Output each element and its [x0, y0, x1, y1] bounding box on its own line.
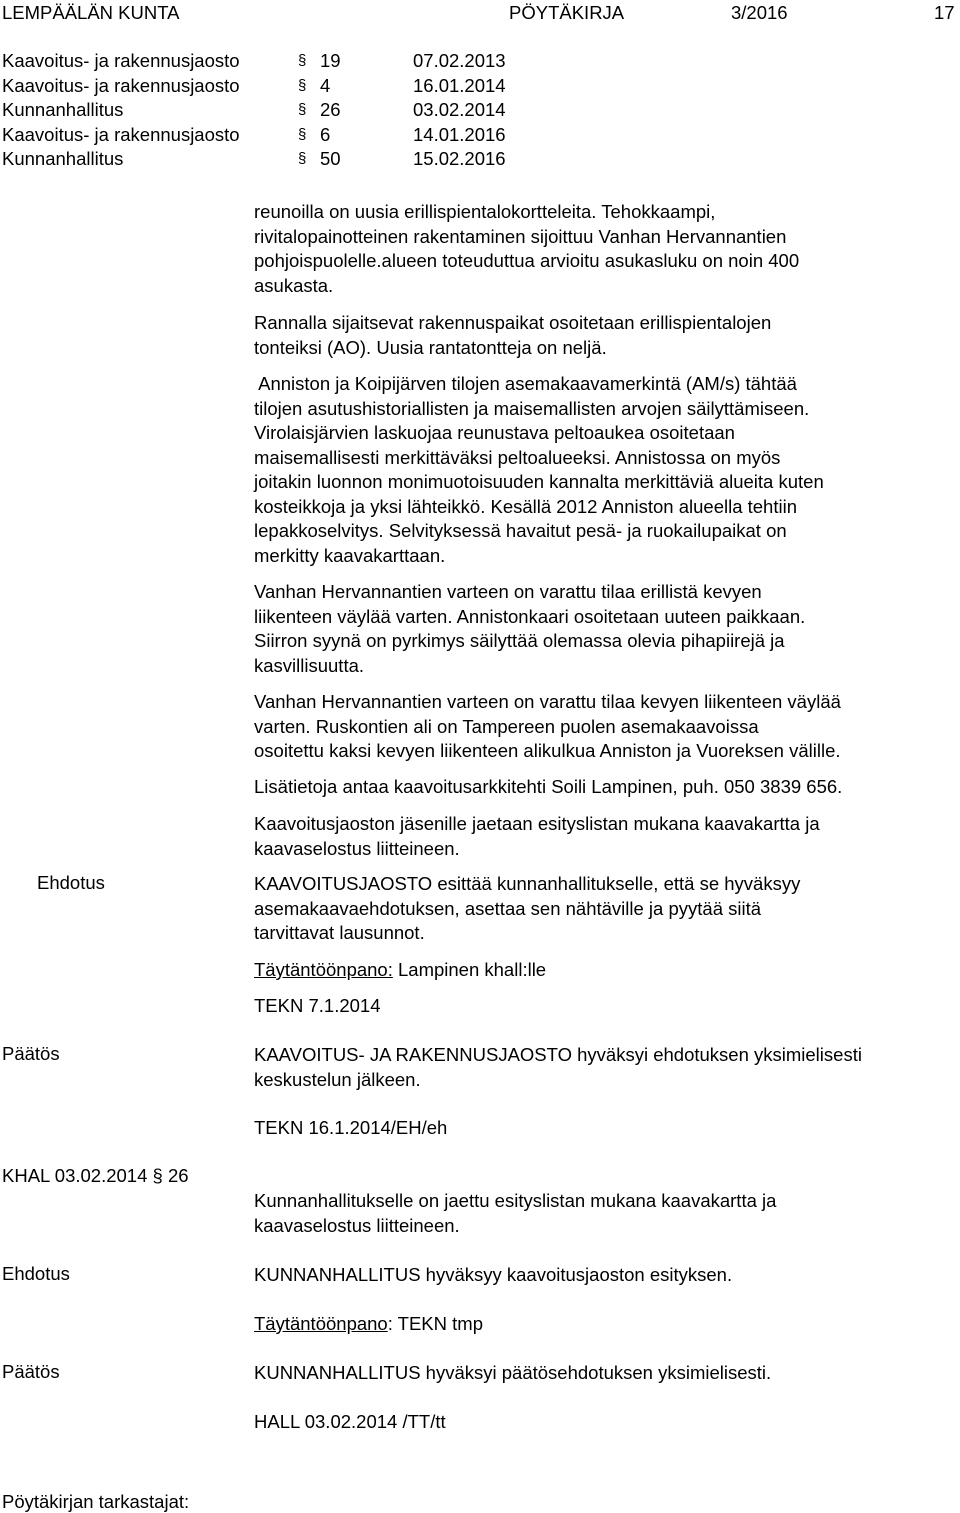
section-icon: § — [298, 125, 307, 143]
text-line: Siirron syynä on pyrkimys säilyttää olemassa olevia pihapiirejä ja — [254, 630, 785, 651]
section-heading: KHAL 03.02.2014 § 26 — [2, 1165, 189, 1186]
text-line: kosteikkoja ja yksi lähteikkö. Kesällä 2012 Anniston alueella tehtiin — [254, 495, 797, 517]
execution-value: Lampinen khall:lle — [392, 959, 547, 980]
history-number: 4 — [320, 74, 331, 96]
history-body: Kunnanhallitus — [2, 99, 124, 120]
history-date: 03.02.2014 — [413, 99, 506, 120]
text-line: asukasta. — [254, 274, 334, 296]
text-line: tarvittavat lausunnot. — [254, 922, 425, 943]
proposal-text: KUNNANHALLITUS hyväksyy kaavoitusjaoston esityksen. — [254, 1264, 733, 1285]
execution-label: Täytäntöönpano — [254, 1313, 388, 1334]
history-date: 14.01.2016 — [413, 123, 506, 145]
text-line: varten. Ruskontien ali on Tampereen puolen asemakaavoissa — [254, 715, 759, 737]
issue-number: 3/2016 — [731, 2, 788, 23]
text-line: asemakaavaehdotuksen, asettaa sen nähtäville ja pyytää siitä — [254, 897, 762, 919]
execution-line — [254, 1312, 483, 1337]
reference-line: TEKN 7.1.2014 — [254, 995, 381, 1016]
history-date: 07.02.2013 — [413, 50, 506, 71]
text-line: kasvillisuutta. — [254, 654, 365, 676]
section-icon: § — [298, 52, 307, 69]
text-line: tilojen asutushistoriallisten ja maisemallisten arvojen säilyttämiseen. — [254, 397, 810, 419]
history-number: 19 — [320, 50, 341, 71]
text-line: lepakkoselvitys. Selvityksessä havaitut pesä- ja ruokailupaikat on — [254, 520, 787, 541]
text-line: Rannalla sijaitsevat rakennuspaikat osoitetaan erillispientalojen — [254, 312, 772, 333]
execution-label: Täytäntöönpano: — [254, 959, 393, 980]
document-type: PÖYTÄKIRJA — [509, 2, 625, 23]
text-line: Vanhan Hervannantien varteen on varattu tilaa erillistä kevyen — [254, 581, 762, 602]
reference-line: HALL 03.02.2014 /TT/tt — [254, 1411, 446, 1432]
decision-label: Päätös — [2, 1361, 60, 1382]
text-line: reunoilla on uusia erillispientalokortteleita. Tehokkaampi, — [254, 201, 716, 222]
history-date: 15.02.2016 — [413, 148, 506, 169]
reviewers-label: Pöytäkirjan tarkastajat: — [2, 1491, 190, 1512]
text-line: KAAVOITUS- JA RAKENNUSJAOSTO hyväksyi ehdotuksen yksimielisesti — [254, 1044, 862, 1065]
execution-line — [254, 958, 546, 983]
decision-text: KUNNANHALLITUS hyväksyi päätösehdotuksen yksimielisesti. — [254, 1362, 772, 1383]
history-body: Kunnanhallitus — [2, 148, 124, 169]
text-line: rivitalopainotteinen rakentaminen sijoittuu Vanhan Hervannantien — [254, 225, 787, 247]
history-number: 50 — [320, 148, 341, 169]
paragraph-contact: Lisätietoja antaa kaavoitusarkkitehti Soili Lampinen, puh. 050 3839 656. — [254, 776, 843, 797]
text-line: tonteiksi (AO). Uusia rantatontteja on neljä. — [254, 336, 607, 358]
text-line: Virolaisjärvien laskuojaa reunustava peltoaukea osoitetaan — [254, 422, 735, 443]
proposal-label: Ehdotus — [2, 1263, 70, 1284]
history-number: 26 — [320, 99, 341, 120]
history-date: 16.01.2014 — [413, 74, 506, 96]
section-icon: § — [298, 101, 307, 118]
text-line: Kaavoitusjaoston jäsenille jaetaan esityslistan mukana kaavakartta ja — [254, 813, 820, 834]
proposal-label: Ehdotus — [37, 872, 105, 893]
text-line: kaavaselostus liitteineen. — [254, 1214, 460, 1236]
section-icon: § — [298, 150, 307, 167]
text-line: osoitettu kaksi kevyen liikenteen alikulkua Anniston ja Vuoreksen välille. — [254, 740, 841, 761]
text-line: liikenteen väylää varten. Annistonkaari osoitetaan uuteen paikkaan. — [254, 605, 806, 627]
text-line: joitakin luonnon monimuotoisuuden kannalta merkittäviä alueita kuten — [254, 471, 824, 492]
municipality-name: LEMPÄÄLÄN KUNTA — [2, 2, 180, 23]
text-line: Vanhan Hervannantien varteen on varattu tilaa kevyen liikenteen väylää — [254, 691, 841, 712]
text-line: kaavaselostus liitteineen. — [254, 837, 460, 859]
reference-line: TEKN 16.1.2014/EH/eh — [254, 1117, 448, 1138]
history-body: Kaavoitus- ja rakennusjaosto — [2, 50, 240, 71]
text-line: maisemallisesti merkittäväksi peltoalueeksi. Annistossa on myös — [254, 446, 781, 468]
page-number: 17 — [934, 2, 955, 23]
history-number: 6 — [320, 123, 331, 145]
text-line: keskustelun jälkeen. — [254, 1068, 421, 1090]
text-line: KAAVOITUSJAOSTO esittää kunnanhallitukselle, että se hyväksyy — [254, 873, 801, 894]
history-body: Kaavoitus- ja rakennusjaosto — [2, 74, 240, 96]
text-line: Kunnanhallitukselle on jaettu esityslistan mukana kaavakartta ja — [254, 1190, 777, 1211]
history-body: Kaavoitus- ja rakennusjaosto — [2, 123, 240, 145]
text-line: pohjoispuolelle.alueen toteuduttua arvioitu asukasluku on noin 400 — [254, 250, 800, 271]
section-icon: § — [298, 76, 307, 94]
decision-label: Päätös — [2, 1043, 60, 1064]
text-line: merkitty kaavakarttaan. — [254, 544, 446, 566]
text-line: Anniston ja Koipijärven tilojen asemakaavamerkintä (AM/s) tähtää — [254, 373, 797, 394]
execution-value: : TEKN tmp — [387, 1313, 483, 1334]
